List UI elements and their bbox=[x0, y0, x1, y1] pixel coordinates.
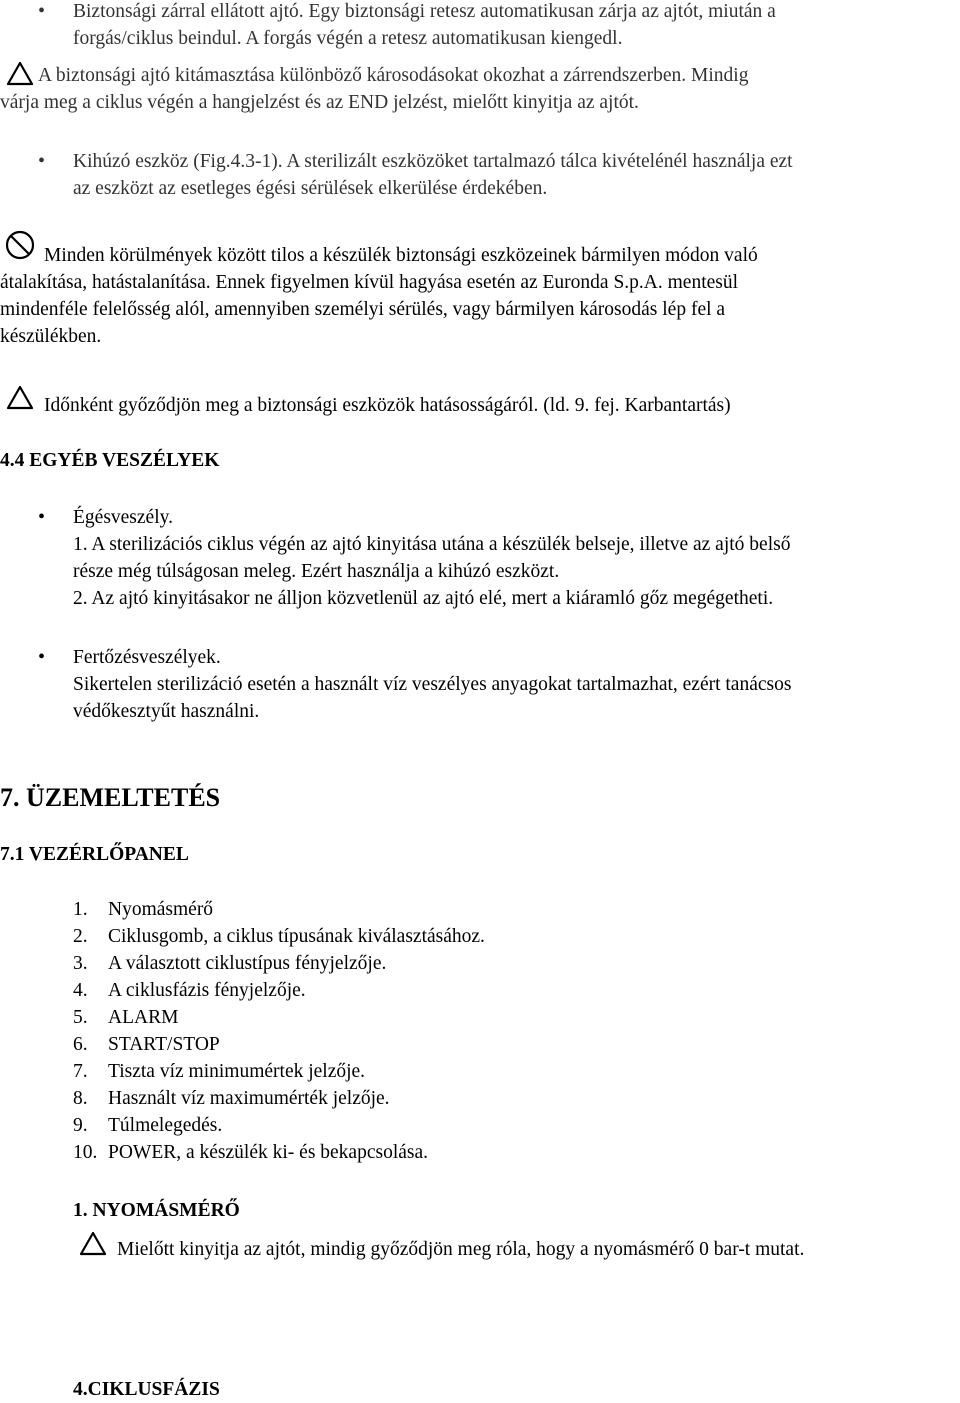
bullet-burn-hazard bbox=[0, 504, 958, 612]
bullet-safety-lock-line-1: Biztonsági zárral ellátott ajtó. Egy biztonsági retesz automatikusan zárja az ajtót, miután a bbox=[73, 1, 776, 22]
burn-hazard-line-3: 2. Az ajtó kinyitásakor ne álljon közvetlenül az ajtó elé, mert a kiáramló gőz megégetheti. bbox=[73, 588, 774, 609]
prohibition-notice bbox=[0, 242, 958, 350]
list-item: 3. A választott ciklustípus fényjelzője. bbox=[73, 953, 387, 974]
bullet-extractor-tool bbox=[0, 148, 958, 202]
prohibition-line-4: készülékben. bbox=[0, 326, 102, 347]
warning-pressure-zero-text: Mielőtt kinyitja az ajtót, mindig győződjön meg róla, hogy a nyomásmérő 0 bar-t mutat. bbox=[117, 1239, 805, 1260]
bullet-dot: • bbox=[38, 150, 46, 172]
burn-hazard-title: Égésveszély. bbox=[73, 507, 173, 528]
list-item: 10. POWER, a készülék ki- és bekapcsolása. bbox=[73, 1142, 429, 1163]
infection-hazard-line-2: védőkesztyűt használni. bbox=[73, 701, 260, 722]
subsection-heading-pressure-gauge: 1. NYOMÁSMÉRŐ bbox=[73, 1200, 240, 1221]
list-item: 9. Túlmelegedés. bbox=[73, 1115, 223, 1136]
list-item: 7. Tiszta víz minimumértek jelzője. bbox=[73, 1061, 366, 1082]
bullet-dot: • bbox=[38, 646, 46, 668]
list-item: 6. START/STOP bbox=[73, 1034, 220, 1055]
burn-hazard-line-1: 1. A sterilizációs ciklus végén az ajtó kinyitása utána a készülék belseje, illetve az ajtó belső bbox=[73, 534, 791, 555]
bullet-extractor-line-1: Kihúzó eszköz (Fig.4.3-1). A sterilizált eszközöket tartalmazó tálca kivételénél használja ezt bbox=[73, 151, 793, 172]
warning-triangle-icon bbox=[0, 60, 40, 87]
warning-triangle-icon bbox=[73, 1230, 113, 1257]
prohibition-line-1: Minden körülmények között tilos a készülék biztonsági eszközeinek bármilyen módon való bbox=[44, 245, 758, 266]
bullet-extractor-line-2: az eszközt az esetleges égési sérülések elkerülése érdekében. bbox=[73, 178, 548, 199]
burn-hazard-line-2: része még túlságosan meleg. Ezért használja a kihúzó eszközt. bbox=[73, 561, 560, 582]
list-item: 5. ALARM bbox=[73, 1007, 179, 1028]
warning-triangle-icon bbox=[0, 384, 40, 411]
chapter-heading-7: 7. ÜZEMELTETÉS bbox=[0, 783, 221, 812]
list-item: 8. Használt víz maximumérték jelzője. bbox=[73, 1088, 390, 1109]
prohibition-line-2: átalakítása, hatástalanítása. Ennek figyelmen kívül hagyása esetén az Euronda S.p.A. mentesül bbox=[0, 272, 739, 293]
section-heading-4-4: 4.4 EGYÉB VESZÉLYEK bbox=[0, 450, 220, 471]
bullet-infection-hazard bbox=[0, 644, 958, 725]
bullet-safety-lock-line-2: forgás/ciklus beindul. A forgás végén a retesz automatikusan kiengedl. bbox=[73, 28, 623, 49]
prohibition-icon bbox=[0, 229, 40, 263]
prohibition-line-3: mindenféle felelősség alól, amennyiben személyi sérülés, vagy bármilyen károsodás lép fel a bbox=[0, 299, 726, 320]
infection-hazard-line-1: Sikertelen sterilizáció esetén a használt víz veszélyes anyagokat tartalmazhat, ezért tanácsos bbox=[73, 674, 792, 695]
warning-periodic-check bbox=[0, 392, 958, 419]
subsection-heading-cycle-phase: 4.CIKLUSFÁZIS bbox=[73, 1379, 220, 1400]
list-item: 4. A ciklusfázis fényjelzője. bbox=[73, 980, 306, 1001]
warning-door-prop-line-1: A biztonsági ajtó kitámasztása különböző károsodásokat okozhat a zárrendszerben. Mindig bbox=[38, 65, 749, 86]
warning-periodic-check-text: Időnként győződjön meg a biztonsági eszközök hatásosságáról. (ld. 9. fej. Karbantartás) bbox=[44, 395, 731, 416]
bullet-safety-lock bbox=[0, 0, 958, 52]
warning-pressure-zero bbox=[0, 1236, 958, 1263]
section-heading-7-1: 7.1 VEZÉRLŐPANEL bbox=[0, 844, 189, 865]
control-panel-list bbox=[73, 896, 953, 1166]
list-item: 2. Ciklusgomb, a ciklus típusának kiválasztásához. bbox=[73, 926, 485, 947]
list-item: 1. Nyomásmérő bbox=[73, 899, 214, 920]
warning-door-prop bbox=[0, 62, 958, 116]
bullet-dot: • bbox=[38, 506, 46, 528]
warning-door-prop-line-2: várja meg a ciklus végén a hangjelzést és az END jelzést, mielőtt kinyitja az ajtót. bbox=[0, 92, 639, 113]
bullet-dot: • bbox=[38, 0, 46, 22]
infection-hazard-title: Fertőzésveszélyek. bbox=[73, 647, 221, 668]
